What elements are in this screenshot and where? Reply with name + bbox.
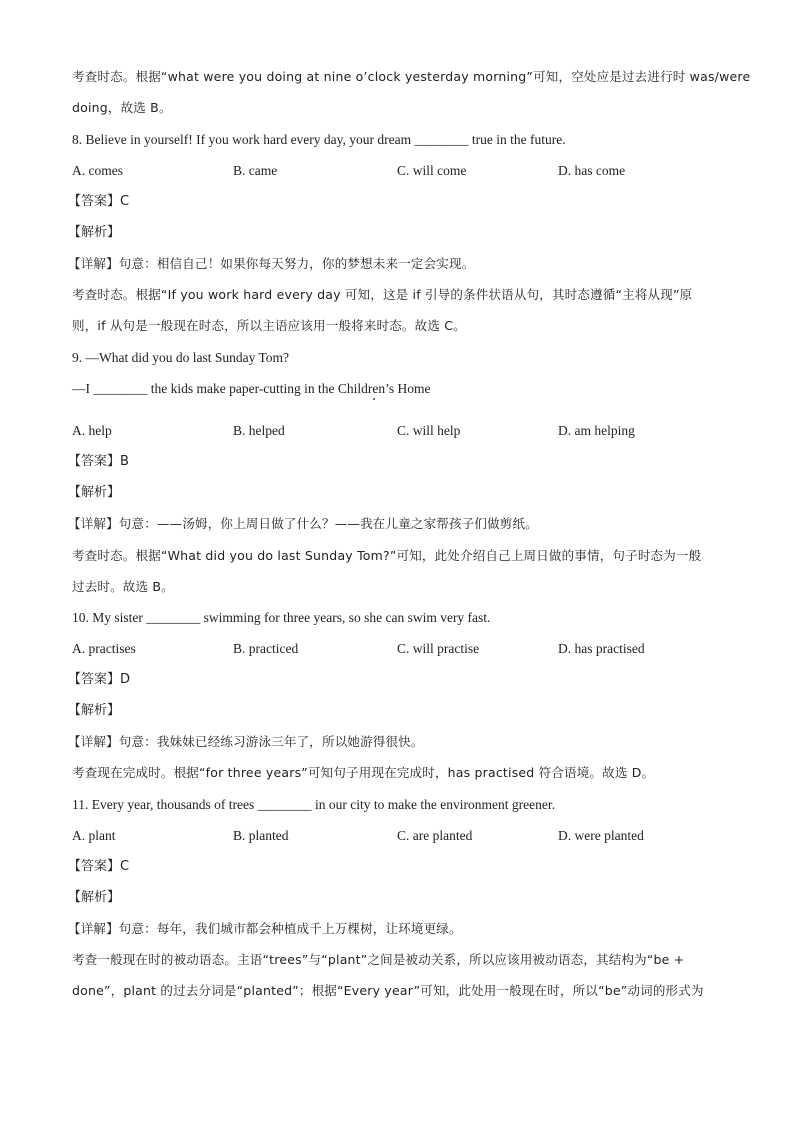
explanation-line: 过去时。故选 B。: [72, 579, 174, 594]
question-9-response: —I ________ the kids make paper-cutting in the Children’s Home: [72, 381, 431, 396]
option-c: C. will help: [397, 423, 461, 438]
option-a: A. practises: [72, 641, 136, 656]
option-c: C. are planted: [397, 828, 473, 843]
option-c: C. will practise: [397, 641, 480, 656]
option-b: B. practiced: [233, 641, 299, 656]
option-b: B. came: [233, 163, 278, 178]
explanation-line: done”，plant 的过去分词是“planted”；根据“Every year”可知，此处用一般现在时，所以“be”动词的形式为: [72, 983, 704, 998]
answer-label: 【答案】C: [68, 194, 130, 209]
question-11: 11. Every year, thousands of trees ________ in our city to make the environment greener.: [72, 797, 555, 812]
option-b: B. planted: [233, 828, 289, 843]
option-b: B. helped: [233, 423, 285, 438]
explanation-line: 考查现在完成时。根据“for three years”可知句子用现在完成时，has practised 符合语境。故选 D。: [72, 765, 655, 780]
detail-line: 【详解】句意：每年，我们城市都会种植成千上万棵树，让环境更绿。: [68, 921, 462, 936]
option-a: A. comes: [72, 163, 123, 178]
analysis-label: 【解析】: [68, 703, 121, 718]
detail-line: 【详解】句意：——汤姆，你上周日做了什么？——我在儿童之家帮孩子们做剪纸。: [68, 516, 538, 531]
option-d: D. has practised: [558, 641, 645, 656]
explanation-line: 考查一般现在时的被动语态。主语“trees”与“plant”之间是被动关系，所以应该用被动语态，其结构为“be +: [72, 952, 685, 967]
option-d: D. has come: [558, 163, 626, 178]
analysis-label: 【解析】: [68, 890, 121, 905]
analysis-label: 【解析】: [68, 485, 121, 500]
option-a: A. plant: [72, 828, 116, 843]
answer-label: 【答案】B: [68, 454, 129, 469]
question-10: 10. My sister ________ swimming for three years, so she can swim very fast.: [72, 610, 491, 625]
explanation-line: 则，if 从句是一般现在时态，所以主语应该用一般将来时态。故选 C。: [72, 318, 466, 333]
explanation-line: 考查时态。根据“If you work hard every day 可知，这是 if 引导的条件状语从句，其时态遵循“主将从现”原: [72, 287, 693, 302]
option-c: C. will come: [397, 163, 467, 178]
detail-line: 【详解】句意：我妹妹已经练习游泳三年了，所以她游得很快。: [68, 734, 424, 749]
stray-dot: [373, 398, 375, 400]
option-d: D. were planted: [558, 828, 644, 843]
option-d: D. am helping: [558, 423, 635, 438]
question-8: 8. Believe in yourself! If you work hard every day, your dream ________ true in the future.: [72, 132, 566, 147]
explanation-line: 考查时态。根据“What did you do last Sunday Tom?”可知，此处介绍自己上周日做的事情，句子时态为一般: [72, 548, 702, 563]
detail-line: 【详解】句意：相信自己！如果你每天努力，你的梦想未来一定会实现。: [68, 256, 475, 271]
answer-label: 【答案】D: [68, 672, 131, 687]
option-a: A. help: [72, 423, 112, 438]
explanation-line: doing，故选 B。: [72, 100, 172, 115]
question-9: 9. —What did you do last Sunday Tom?: [72, 350, 290, 365]
explanation-line: 考查时态。根据“what were you doing at nine o’clock yesterday morning”可知，空处应是过去进行时 was/were: [72, 69, 751, 84]
analysis-label: 【解析】: [68, 225, 121, 240]
answer-label: 【答案】C: [68, 859, 130, 874]
